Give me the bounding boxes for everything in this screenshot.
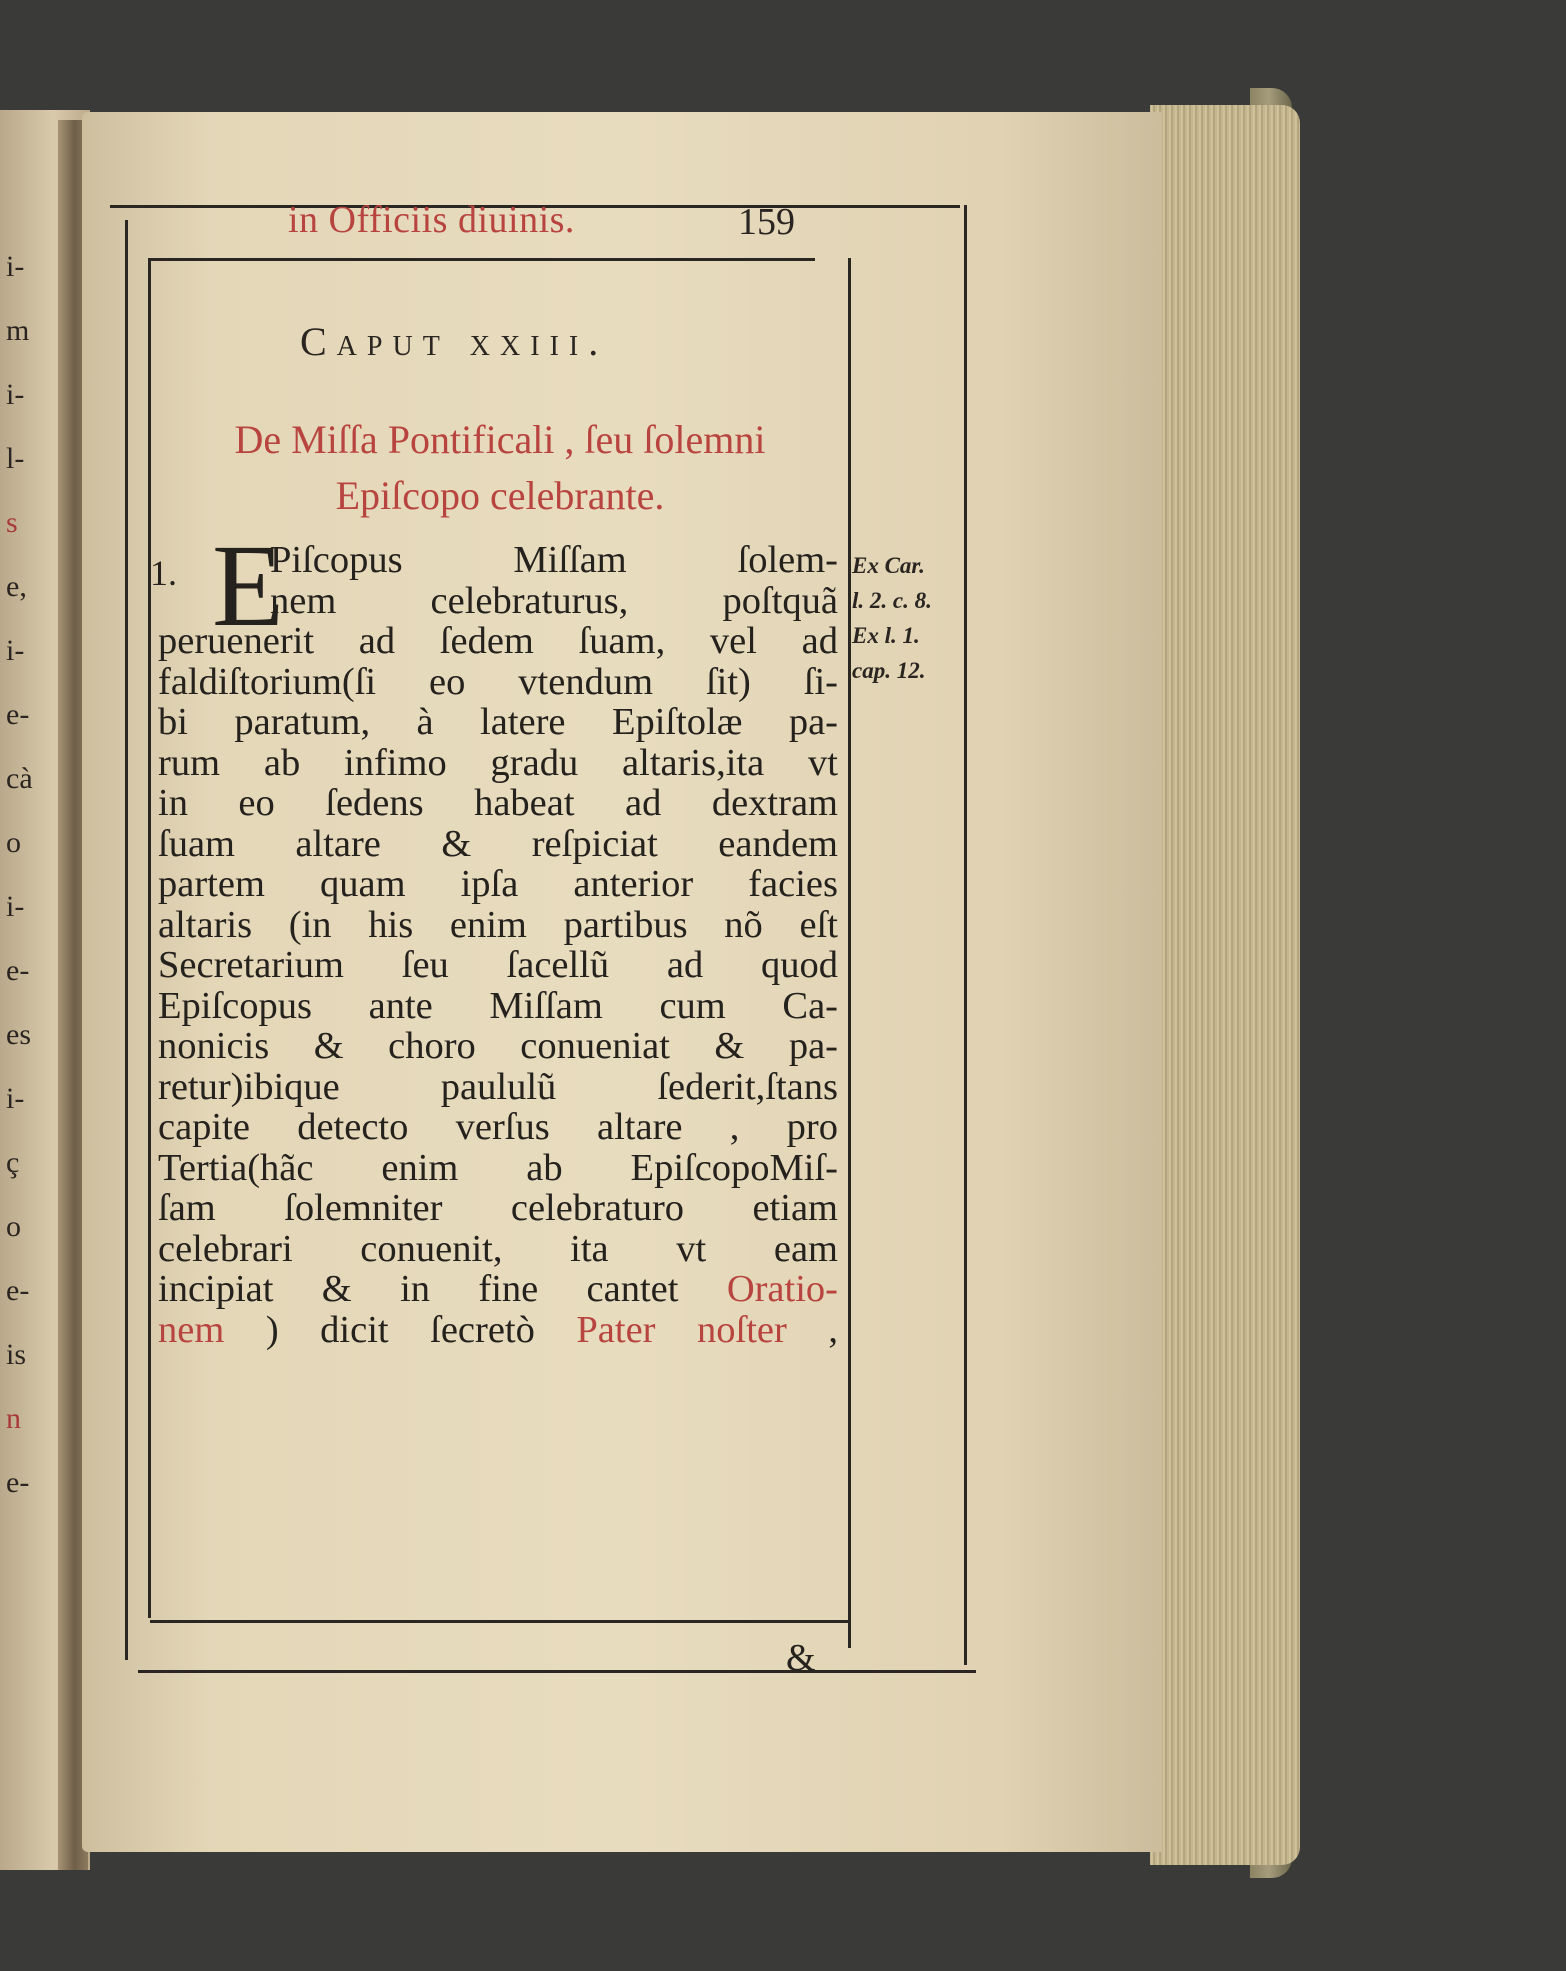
section-title-line-1: De Miſſa Pontificali , ſeu ſolemni <box>234 417 766 462</box>
marginal-note-line: Ex l. 1. <box>852 623 920 648</box>
left-page-fragment: n <box>6 1402 21 1435</box>
body-line: ſam ſolemniter celebraturo etiam <box>158 1187 838 1229</box>
left-page-fragment: s <box>6 506 18 539</box>
paragraph-number: 1. <box>150 553 177 593</box>
left-page-fragment: i- <box>6 1082 25 1115</box>
body-line: Tertia(hãc enim ab EpiſcopoMiſ- <box>158 1146 838 1189</box>
left-page-fragment: o <box>6 1210 21 1243</box>
section-title <box>150 412 850 524</box>
body-line: altaris (in his enim partibus nõ eſt <box>158 903 838 946</box>
body-line: faldiſtorium(ſi eo vtendum ſit) ſi- <box>158 660 838 703</box>
body-line: in eo ſedens habeat ad dextram <box>158 782 838 824</box>
left-page-fragment: i- <box>6 378 25 411</box>
drop-capital: E <box>212 520 285 651</box>
marginal-note-line: cap. 12. <box>852 658 926 683</box>
left-page-fragment: is <box>6 1338 27 1371</box>
left-page-fragment: i- <box>6 890 25 923</box>
left-page-fragment: m <box>6 314 30 347</box>
body-line: Secretarium ſeu ſacellũ ad quod <box>158 944 838 986</box>
body-line: bi paratum, à latere Epiſtolæ pa- <box>158 701 838 743</box>
left-page-fragment: o <box>6 826 21 859</box>
frame-rule-right-outer <box>964 205 967 1665</box>
rubric-text: Pater noſter <box>576 1308 787 1351</box>
left-page-fragment: e- <box>6 954 30 987</box>
rubric-text: Oratio- <box>726 1268 838 1310</box>
frame-rule-top-inner <box>150 258 815 261</box>
body-line: capite detecto verſus altare , pro <box>158 1106 838 1148</box>
left-page-fragment: e- <box>6 1274 30 1307</box>
body-line: nem celebraturus, poſtquã <box>270 579 838 622</box>
marginal-note-line: Ex Car. <box>852 553 925 578</box>
body-line: retur)ibique paululũ ſederit,ſtans <box>158 1065 838 1108</box>
chapter-heading: Caput xxiii. <box>300 319 609 364</box>
frame-rule-left-outer <box>125 220 128 1660</box>
left-page-fragment: e- <box>6 698 30 731</box>
body-paragraph <box>158 540 838 1350</box>
body-line: Epiſcopus ante Miſſam cum Ca- <box>158 984 838 1027</box>
left-page-fragment: e- <box>6 1466 30 1499</box>
left-page-fragment: es <box>6 1018 31 1051</box>
body-line: partem quam ipſa anterior facies <box>158 863 838 905</box>
rubric-text: nem <box>158 1308 225 1351</box>
page-number: 159 <box>738 201 795 243</box>
body-text-span: , <box>786 1308 838 1351</box>
left-page-fragment: cà <box>6 762 33 795</box>
page-edges <box>1150 105 1300 1865</box>
body-line: ſuam altare & reſpiciat eandem <box>158 822 838 865</box>
left-page-fragment: l- <box>6 442 25 475</box>
left-page-fragment: ç <box>6 1146 20 1179</box>
body-line: celebrari conuenit, ita vt eam <box>158 1227 838 1270</box>
catchword: & <box>786 1637 816 1679</box>
frame-rule-bottom-inner <box>150 1620 850 1623</box>
running-title: in Officiis diuinis. <box>288 199 575 241</box>
body-line-last-1 <box>158 1269 838 1310</box>
left-page-fragment: e, <box>6 570 27 603</box>
page-header <box>288 198 848 254</box>
section-title-line-2: Epiſcopo celebrante. <box>335 473 665 518</box>
marginal-note <box>852 548 962 688</box>
body-text-span: ) dicit ſecretò <box>224 1308 577 1351</box>
left-page-fragment: i- <box>6 250 25 283</box>
body-line: nonicis & choro conueniat & pa- <box>158 1025 838 1067</box>
body-line: peruenerit ad ſedem ſuam, vel ad <box>158 620 838 662</box>
frame-rule-bottom-outer <box>138 1670 976 1673</box>
body-text-span: incipiat & in fine cantet <box>158 1268 727 1310</box>
body-line: Piſcopus Miſſam ſolem- <box>270 539 838 581</box>
body-line-last-2 <box>158 1310 838 1351</box>
left-page-fragment: i- <box>6 634 25 667</box>
body-line: rum ab infimo gradu altaris,ita vt <box>158 741 838 784</box>
marginal-note-line: l. 2. c. 8. <box>852 588 932 613</box>
